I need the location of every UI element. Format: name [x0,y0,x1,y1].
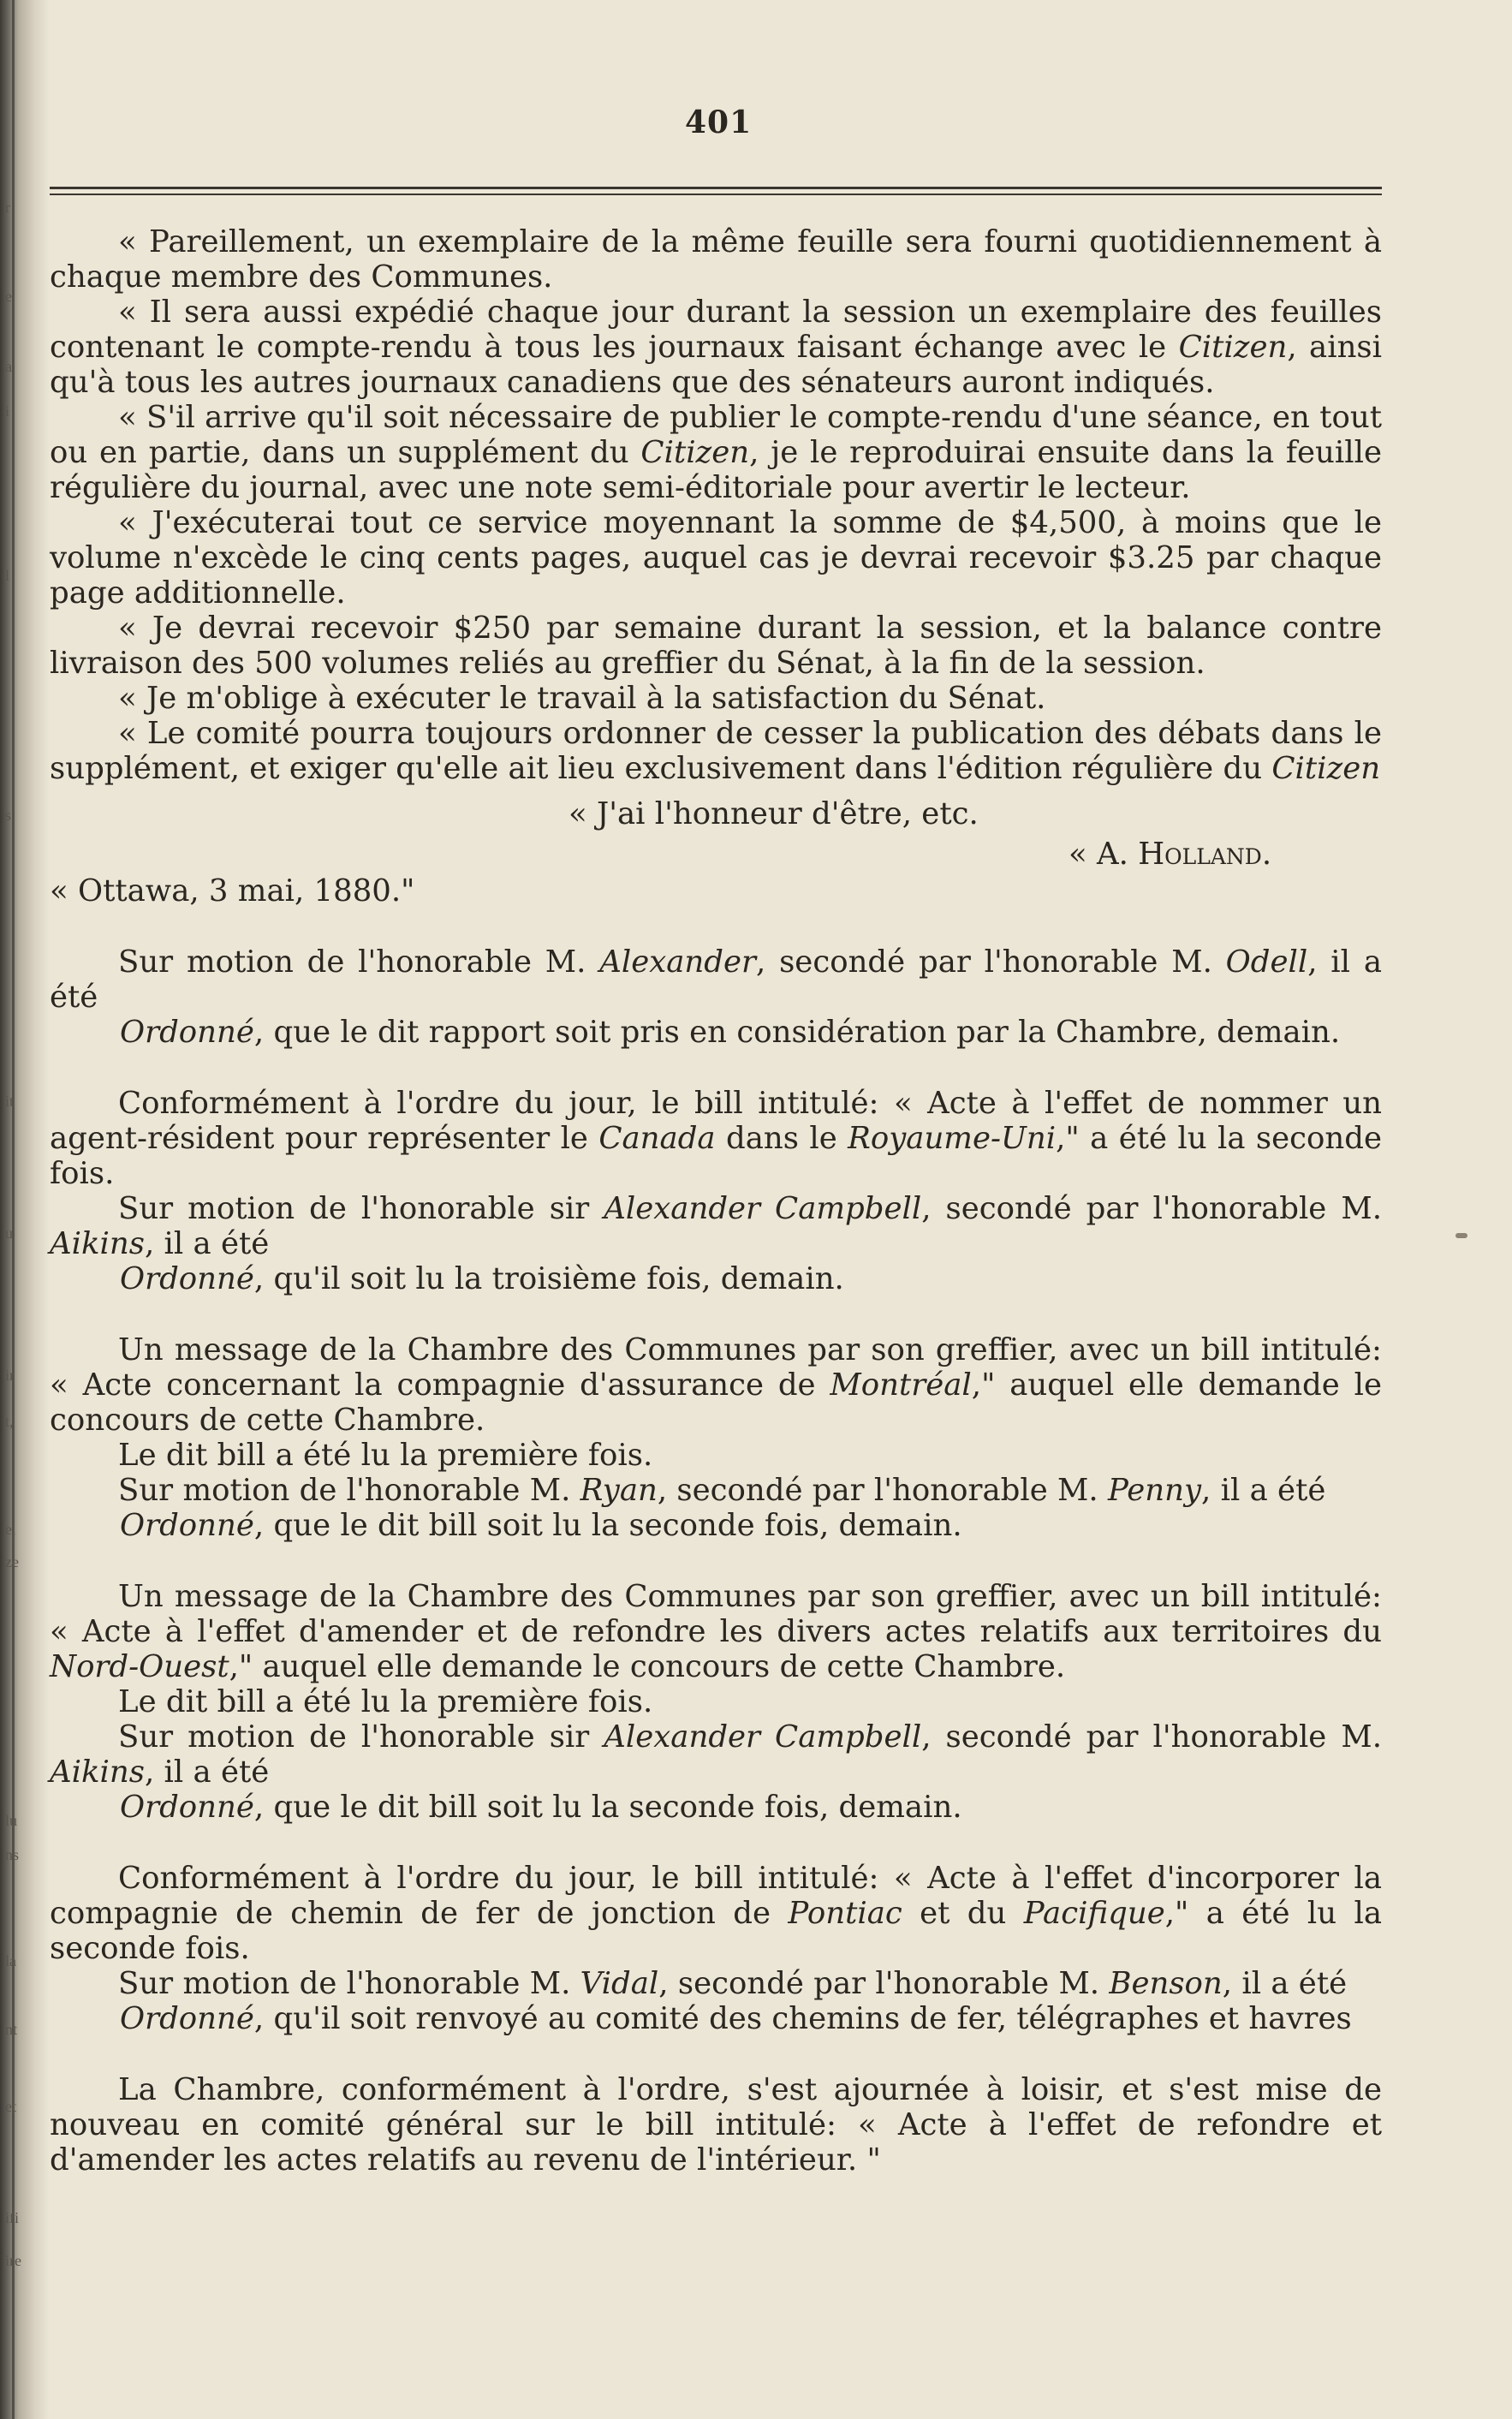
senator-name: Aikins [50,1755,145,1790]
page-body [50,224,1382,2178]
order-line [50,1015,1382,1050]
order-line [50,1790,1382,1825]
motion-text: , il a été [1201,1473,1326,1508]
place-name: Royaume-Uni [848,1121,1057,1156]
bill-message [50,1579,1382,1684]
senator-name: Aikins [50,1226,145,1261]
bill-text: ," auquel elle demande le concours de cette Chambre. [229,1649,1066,1684]
senator-name: Alexander [599,944,756,980]
bill-text: Un message de la Chambre des Communes par son greffier, avec un bill intitulé: « Acte concernant la compagnie d'assurance de [50,1332,1382,1403]
newspaper-name: Citizen [640,435,750,470]
senator-name: Vidal [580,1966,659,2001]
order-line [50,1508,1382,1543]
gutter-fragment: i [5,402,10,420]
senator-name: Ryan [580,1473,658,1508]
letter-paragraph [50,505,1382,611]
motion-text: Sur motion de l'honorable sir [118,1719,604,1755]
bill-entry [50,1086,1382,1296]
paragraph-text: « J'exécuterai tout ce service moyennant la somme de $4,500, à moins que le volume n'excède le cinq cents pages, auquel cas je devrai recevoir $3.25 par chaque page additionnelle. [50,505,1382,611]
place-name: Montréal [830,1367,972,1403]
gutter-fragment: ifi [5,2209,19,2226]
header-rule [50,194,1382,195]
paragraph-text: , je le reproduirai ensuite dans la feuille régulière du journal, avec une note semi-éditoriale pour avertir le lecteur. [50,435,1382,505]
place-name: Pontiac [788,1896,902,1931]
ordonne-label: Ordonné [120,1015,254,1050]
letter-signatory [50,837,1382,872]
paper-blemish [1455,1233,1467,1238]
signatory-name: Holland. [1138,837,1272,872]
letter-salutation: « J'ai l'honneur d'être, etc. [568,796,979,831]
gutter-fragment: r [5,199,10,216]
motion-text: , il a été [1222,1966,1348,2001]
paragraph-text: « Je m'oblige à exécuter le travail à la satisfaction du Sénat. [118,681,1046,716]
senator-name: Benson [1109,1966,1223,2001]
motion-text: , il a été [144,1755,270,1790]
first-reading: Le dit bill a été lu la première fois. [118,1684,653,1719]
motion-line [50,1966,1382,2001]
bill-entry [50,1579,1382,1825]
ordonne-label: Ordonné [120,2001,254,2036]
page-number: 401 [685,104,753,140]
paragraph-text: « Pareillement, un exemplaire de la même feuille sera fourni quotidiennement à chaque membre des Communes. [50,224,1382,295]
bill-reading [50,1086,1382,1191]
bill-text: Un message de la Chambre des Communes par son greffier, avec un bill intitulé: « Acte à l'effet d'amender et de refondre les divers actes relatifs aux territoires du [50,1579,1382,1649]
letter-paragraph [50,295,1382,400]
ordonne-label: Ordonné [120,1508,254,1543]
letter-paragraph [50,400,1382,505]
gutter-fragment: u [5,1224,13,1242]
order-line [50,2001,1382,2036]
gutter-fragment: e, [5,1521,16,1538]
motion-text: , secondé par l'honorable M. [658,1966,1110,2001]
gutter-fragment: l [5,567,10,584]
gutter-fragment: ir [5,1367,15,1384]
paragraph-text: « Le comité pourra toujours ordonner de cesser la publication des débats dans le supplément, et exiger qu'elle ait lieu exclusivement dans l'édition régulière du [50,716,1382,786]
motion-line [50,1191,1382,1261]
senator-name: Penny [1107,1473,1202,1508]
order-text: , que le dit rapport soit pris en considération par la Chambre, demain. [253,1015,1341,1050]
bill-text: Conformément à l'ordre du jour, le bill intitulé: « Acte à l'effet de nommer un agent-résident pour représenter le [50,1086,1382,1156]
bill-text: ," auquel elle demande le concours de cette Chambre. [50,1367,1382,1438]
letter-place-date: « Ottawa, 3 mai, 1880." [50,873,415,909]
bill-text: dans le [715,1121,848,1156]
committee-entry [50,2072,1382,2178]
ordonne-label: Ordonné [120,1790,254,1825]
header-rule [50,187,1382,189]
signatory-prefix: « A. [1069,837,1139,872]
motion-text: Sur motion de l'honorable M. [118,1473,580,1508]
bill-message [50,1332,1382,1438]
committee-text: La Chambre, conformément à l'ordre, s'est ajournée à loisir, et s'est mise de nouveau en comité général sur le bill intitulé: « Acte à l'effet de refondre et d'amender les actes relatifs au revenu de l'intérieur. " [50,2072,1382,2178]
gutter-fragment: nt [5,2021,18,2038]
gutter-fragment: la [5,1952,16,1969]
motion-line [50,1473,1382,1508]
paragraph-text: « S'il arrive qu'il soit nécessaire de publier le compte-rendu d'une séance, en tout ou en partie, dans un supplément du [50,400,1382,470]
motion-text: , secondé par l'honorable M. [756,944,1226,980]
ordonne-label: Ordonné [120,1261,254,1296]
place-name: Canada [598,1121,716,1156]
motion-text: , secondé par l'honorable M. [657,1473,1108,1508]
newspaper-name: Citizen [1178,330,1288,365]
motion-text: Sur motion de l'honorable M. [118,1966,580,2001]
gutter-fragment: ire [5,2252,21,2269]
order-text: , que le dit bill soit lu la seconde fois, demain. [253,1508,962,1543]
motion-text: , secondé par l'honorable M. [921,1719,1382,1755]
gutter-fragment: a [5,358,12,375]
newspaper-name: Citizen [1271,751,1381,786]
motion-text: , secondé par l'honorable M. [921,1191,1382,1226]
gutter-fragment: it [5,1093,15,1110]
gutter-fragment: lu [5,1812,18,1829]
binding-spine [12,0,15,2419]
motion-line [50,1719,1382,1790]
place-name: Nord-Ouest [50,1649,229,1684]
senator-name: Alexander Campbell [604,1191,922,1226]
motion-text: Sur motion de l'honorable M. [118,944,600,980]
bill-text: ," a été lu la seconde fois. [50,1896,1383,1966]
letter-paragraph [50,681,1382,716]
motion-report [50,944,1382,1050]
order-text: , qu'il soit renvoyé au comité des chemins de fer, télégraphes et havres [253,2001,1352,2036]
gutter-fragment: et [5,2098,16,2115]
bill-text: ," a été lu la seconde fois. [50,1121,1382,1191]
senator-name: Odell [1225,944,1308,980]
gutter-fragment: t, [5,1413,14,1430]
paragraph-text: , ainsi qu'à tous les autres journaux canadiens que des sénateurs auront indiqués. [50,330,1383,400]
order-text: , qu'il soit lu la troisième fois, demain. [253,1261,844,1296]
gutter-fragment: ns [5,1846,20,1863]
letter-paragraph [50,611,1382,681]
motion-text: , il a été [50,944,1382,1015]
place-name: Pacifique [1023,1896,1165,1931]
bill-entry [50,1332,1382,1543]
gutter-fragment: s [5,807,12,824]
first-reading: Le dit bill a été lu la première fois. [118,1438,653,1473]
paragraph-text: « Je devrai recevoir $250 par semaine durant la session, et la balance contre livraison des 500 volumes reliés au greffier du Sénat, à la fin de la session. [50,611,1382,681]
gutter-fragment: ze [5,1553,19,1570]
paragraph-text: « Il sera aussi expédié chaque jour durant la session un exemplaire des feuilles contenant le compte-rendu à tous les journaux faisant échange avec le [50,295,1382,365]
letter-paragraph [50,224,1382,295]
bill-text: Conformément à l'ordre du jour, le bill intitulé: « Acte à l'effet d'incorporer la compagnie de chemin de fer de jonction de [50,1861,1382,1931]
bill-reading [50,1861,1382,1966]
order-text: , que le dit bill soit lu la seconde fois, demain. [253,1790,962,1825]
senator-name: Alexander Campbell [604,1719,922,1755]
bill-text: et du [902,1896,1024,1931]
motion-line [50,944,1382,1015]
bill-entry [50,1861,1382,2036]
order-line [50,1261,1382,1296]
letter-paragraph [50,716,1382,786]
motion-text: Sur motion de l'honorable sir [118,1191,604,1226]
gutter-fragment: e [5,288,12,305]
motion-text: , il a été [144,1226,270,1261]
